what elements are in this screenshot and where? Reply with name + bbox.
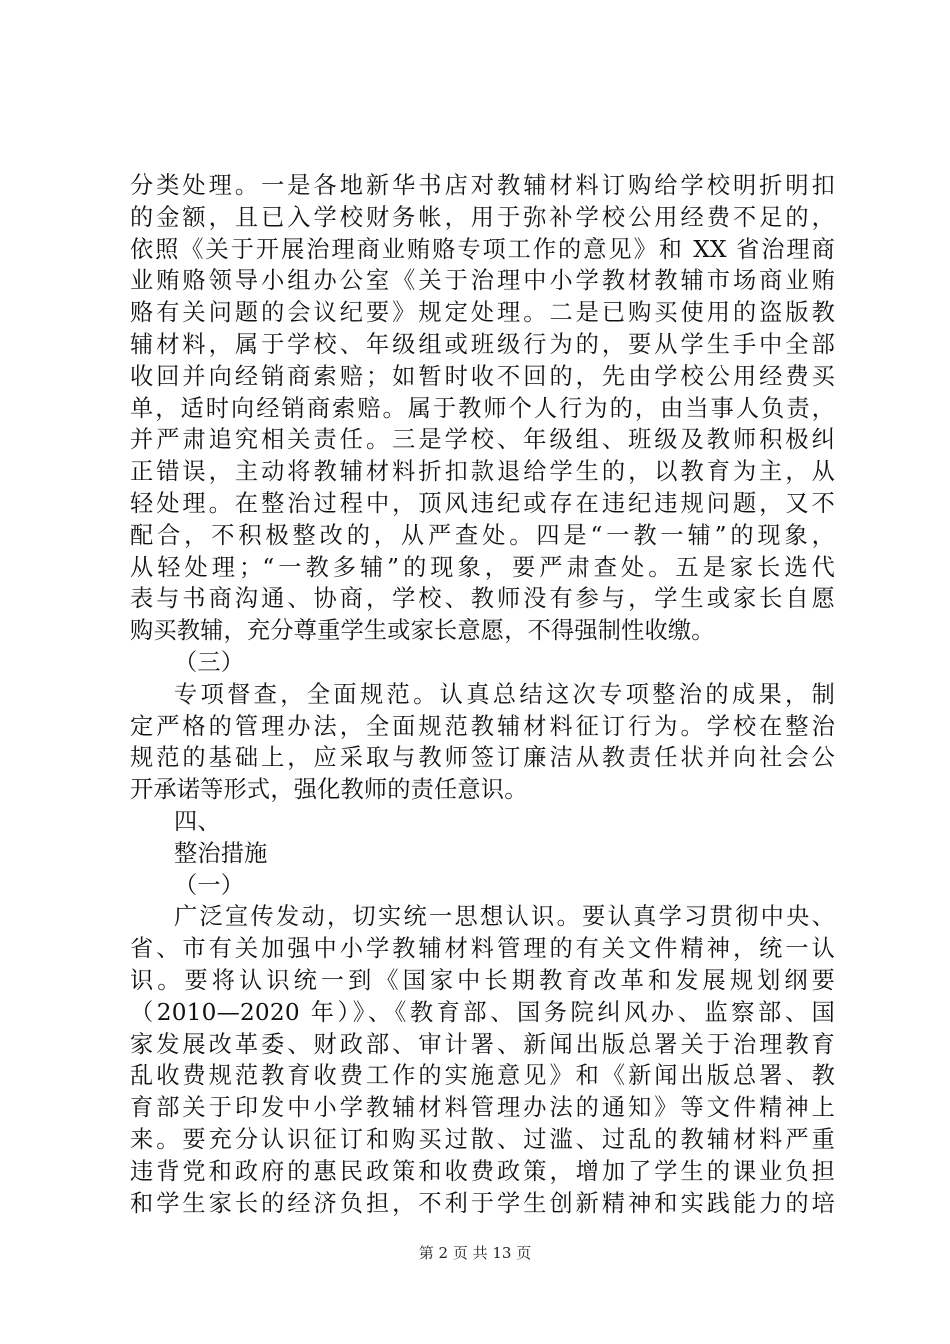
- page-number-label: 第 2 页 共 13 页: [418, 1244, 532, 1262]
- text-line: （2010—2020 年）》、《教育部、国务院纠风办、监察部、国: [130, 998, 835, 1026]
- document-body: [130, 170, 835, 1219]
- text-line: 违背党和政府的惠民政策和收费政策，增加了学生的课业负担: [130, 1157, 835, 1185]
- text-line: 配合，不积极整改的，从严查处。四是“一教一辅”的现象，: [130, 521, 835, 549]
- text-line: 业贿赂领导小组办公室《关于治理中小学教材教辅市场商业贿: [130, 267, 835, 295]
- text-line: 育部关于印发中小学教辅材料管理办法的通知》等文件精神上: [130, 1094, 835, 1122]
- text-line: 从轻处理；“一教多辅”的现象，要严肃查处。五是家长选代: [130, 553, 835, 581]
- section-number: （一）: [174, 871, 245, 899]
- text-line: 广泛宣传发动，切实统一思想认识。要认真学习贯彻中央、: [174, 903, 835, 931]
- text-line: 识。要将认识统一到《国家中长期教育改革和发展规划纲要: [130, 966, 835, 994]
- text-line: 购买教辅，充分尊重学生或家长意愿，不得强制性收缴。: [130, 617, 715, 645]
- text-line: 开承诺等形式，强化教师的责任意识。: [130, 776, 528, 804]
- text-line: 并严肃追究相关责任。三是学校、年级组、班级及教师积极纠: [130, 426, 835, 454]
- text-line: 家发展改革委、财政部、审计署、新闻出版总署关于治理教育: [130, 1030, 835, 1058]
- text-line: 正错误，主动将教辅材料折扣款退给学生的，以教育为主，从: [130, 458, 835, 486]
- text-line: 的金额，且已入学校财务帐，用于弥补学校公用经费不足的，: [130, 203, 835, 231]
- text-line: 赂有关问题的会议纪要》规定处理。二是已购买使用的盗版教: [130, 299, 835, 327]
- section-number: （三）: [174, 648, 245, 676]
- text-line: 和学生家长的经济负担，不利于学生创新精神和实践能力的培: [130, 1189, 835, 1217]
- text-line: 依照《关于开展治理商业贿赂专项工作的意见》和 XX 省治理商: [130, 235, 835, 263]
- section-heading: 整治措施: [174, 839, 268, 867]
- text-line: 定严格的管理办法，全面规范教辅材料征订行为。学校在整治: [130, 712, 835, 740]
- text-line: 专项督查，全面规范。认真总结这次专项整治的成果，制: [174, 680, 835, 708]
- text-line: 表与书商沟通、协商，学校、教师没有参与，学生或家长自愿: [130, 585, 835, 613]
- text-line: 省、市有关加强中小学教辅材料管理的有关文件精神，统一认: [130, 935, 835, 963]
- text-line: 分类处理。一是各地新华书店对教辅材料订购给学校明折明扣: [130, 172, 835, 199]
- text-line: 来。要充分认识征订和购买过散、过滥、过乱的教辅材料严重: [130, 1125, 835, 1153]
- page-footer: [0, 1243, 950, 1263]
- text-line: 乱收费规范教育收费工作的实施意见》和《新闻出版总署、教: [130, 1062, 835, 1090]
- section-heading-number: 四、: [174, 807, 221, 835]
- text-line: 规范的基础上，应采取与教师签订廉洁从教责任状并向社会公: [130, 744, 835, 772]
- text-line: 单，适时向经销商索赔。属于教师个人行为的，由当事人负责，: [130, 394, 835, 422]
- text-line: 轻处理。在整治过程中，顶风违纪或存在违纪违规问题，又不: [130, 489, 835, 517]
- text-line: 辅材料，属于学校、年级组或班级行为的，要从学生手中全部: [130, 330, 835, 358]
- text-line: 收回并向经销商索赔；如暂时收不回的，先由学校公用经费买: [130, 362, 835, 390]
